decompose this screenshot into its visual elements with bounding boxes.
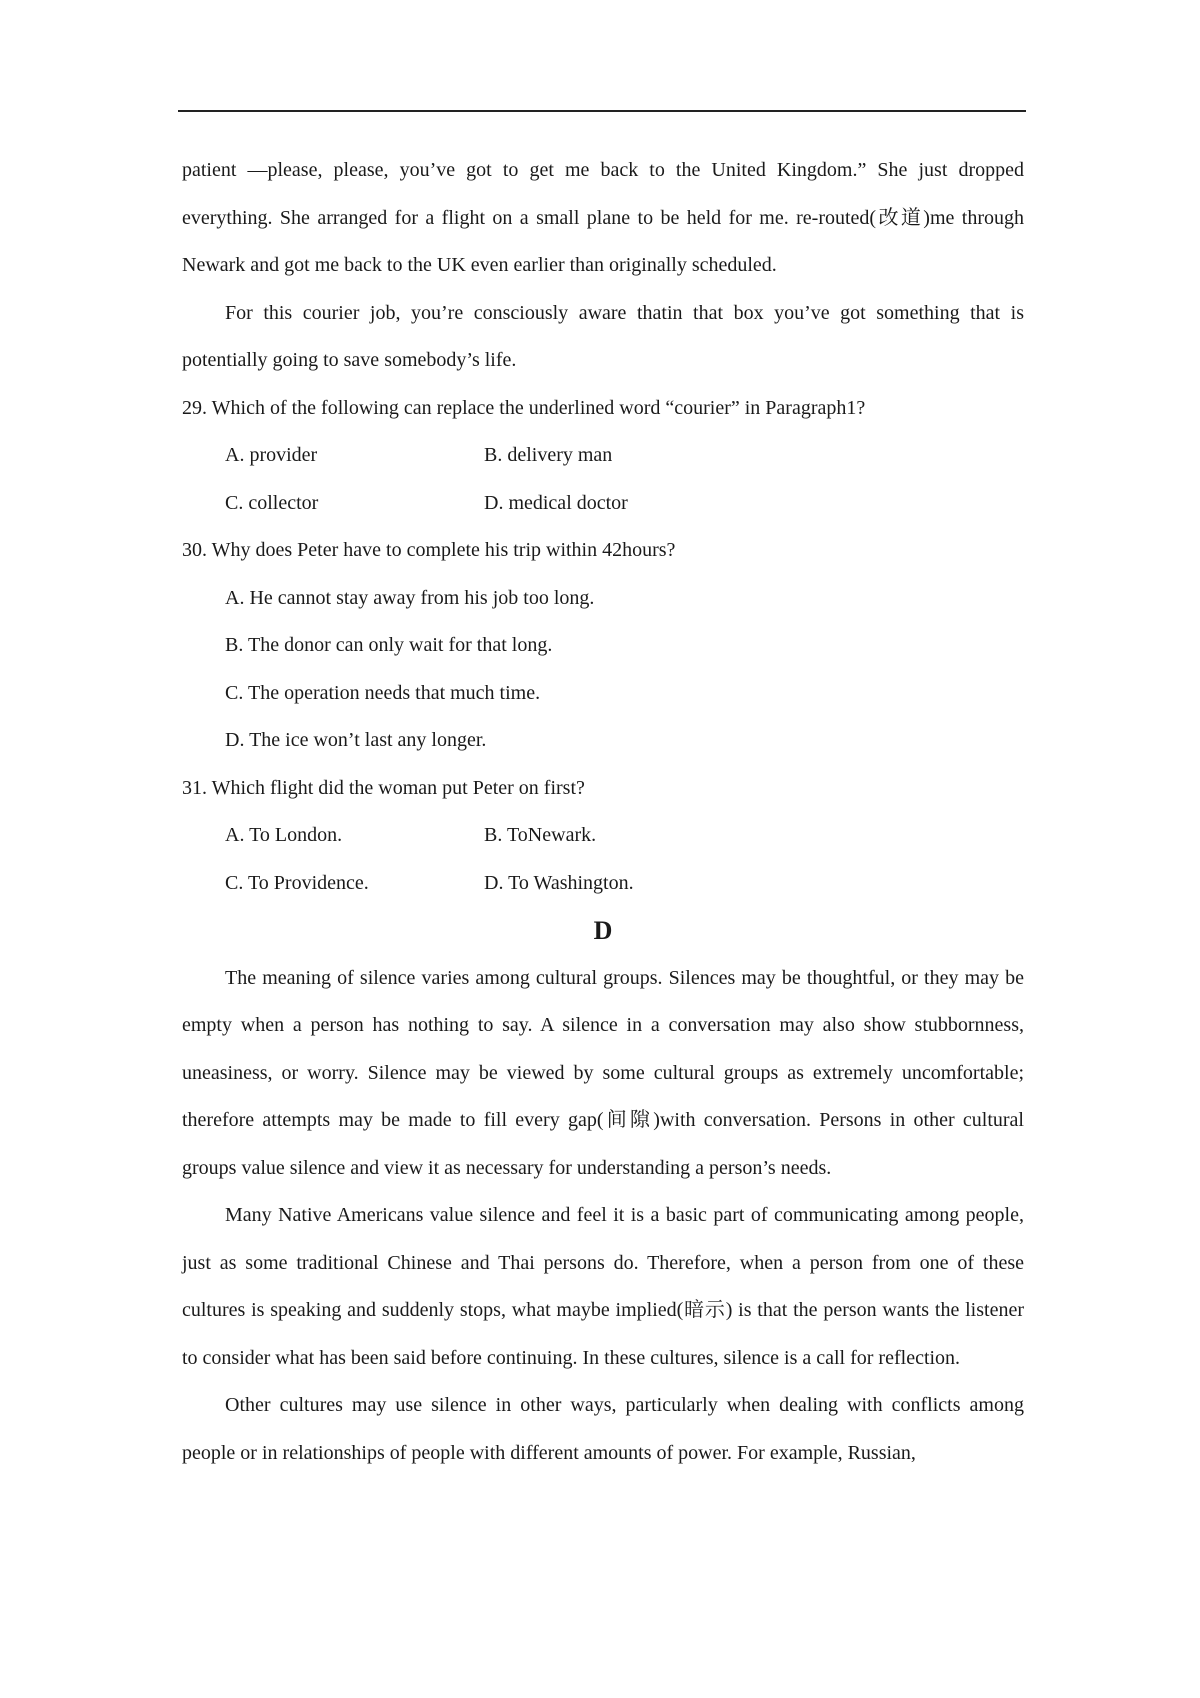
question-30-option-a: A. He cannot stay away from his job too long.	[225, 586, 595, 609]
passage-c-paragraph: For this courier job, you’re consciously aware thatin that box you’ve got something that is potentially going to save somebody’s life.	[182, 301, 1024, 371]
page-content	[182, 147, 1024, 1477]
question-29-stem: 29. Which of the following can replace the underlined word “courier” in Paragraph1?	[182, 396, 866, 419]
question-30-option-c: C. The operation needs that much time.	[225, 681, 541, 704]
question-30-option-d: D. The ice won’t last any longer.	[225, 729, 487, 751]
header-rule	[178, 110, 1026, 112]
section-d-paragraph: The meaning of silence varies among cultural groups. Silences may be thoughtful, or they may be empty when a person has nothing to say. A silence in a conversation may also show stubbornness, uneasiness, or worry. Silence may be viewed by some cultural groups as extremely uncomfortable; therefore attempts may be made to fill every gap(间隙)with conversation. Persons in other cultural groups value silence and view it as necessary for understanding a person’s needs.	[182, 966, 1024, 1179]
question-30-stem: 30. Why does Peter have to complete his trip within 42hours?	[182, 539, 676, 561]
section-d-paragraph: Many Native Americans value silence and feel it is a basic part of communicating among people, just as some traditional Chinese and Thai persons do. Therefore, when a person from one of these cultures is speaking and suddenly stops, what maybe implied(暗示) is that the person wants the listener to consider what has been said before continuing. In these cultures, silence is a call for reflection.	[182, 1204, 1024, 1369]
question-31-option-a: A. To London.	[225, 824, 343, 846]
question-29-options-row	[182, 480, 1024, 528]
question-31-options-row	[182, 860, 1024, 908]
question-29-option-c: C. collector	[225, 491, 319, 514]
question-29-options-row	[182, 432, 1024, 480]
question-29-option-d: D. medical doctor	[484, 491, 628, 514]
question-31-option-d: D. To Washington.	[484, 871, 634, 894]
question-31-option-b: B. ToNewark.	[484, 824, 597, 846]
section-d-paragraph: Other cultures may use silence in other ways, particularly when dealing with conflicts among people or in relationships of people with different amounts of power. For example, Russian,	[182, 1394, 1024, 1464]
passage-c-paragraph: patient —please, please, you’ve got to get me back to the United Kingdom.” She just dropped everything. She arranged for a flight on a small plane to be held for me. re-routed(改道)me through Newark and got me back to the UK even earlier than originally scheduled.	[182, 159, 1024, 276]
question-31-options-row	[182, 812, 1024, 860]
question-31-stem: 31. Which flight did the woman put Peter on first?	[182, 776, 585, 799]
question-30-option-b: B. The donor can only wait for that long.	[225, 634, 553, 656]
section-d-title: D	[593, 916, 613, 945]
question-29-option-a: A. provider	[225, 444, 318, 466]
question-29-option-b: B. delivery man	[484, 444, 613, 466]
question-31-option-c: C. To Providence.	[225, 871, 369, 894]
